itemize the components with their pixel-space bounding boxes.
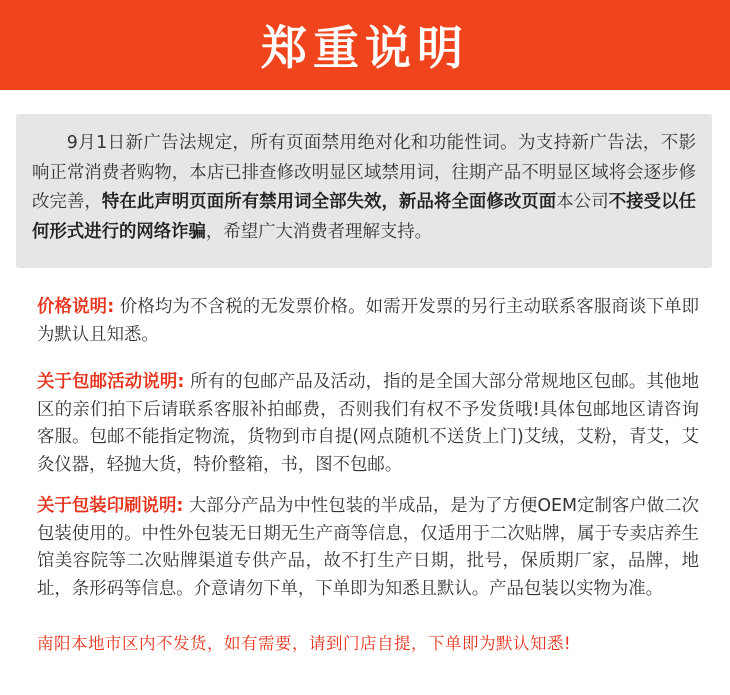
packaging-text: 大部分产品为中性包装的半成品，是为了方便OEM定制客户做二次包装使用的。中性外包装无日期无生产商等信息，仅适用于二次贴牌，属于专卖店养生馆美容院等二次贴牌渠道专供产品，故不打生产日期，批号，保质期厂家，品牌，地址，条形码等信息。介意请勿下单，下单即为知悉且默认。产品包装以实物为准。 xyxy=(37,496,699,599)
notice-text-3: ，希望广大消费者理解支持。 xyxy=(205,221,433,242)
price-paragraph xyxy=(37,294,699,349)
page-title: 郑重说明 xyxy=(261,21,469,75)
shipping-paragraph xyxy=(37,369,699,479)
price-section xyxy=(37,294,699,349)
header-banner xyxy=(0,0,730,90)
packaging-paragraph xyxy=(37,493,699,603)
notice-paragraph xyxy=(32,129,696,247)
local-pickup-notice: 南阳本地市区内不发货，如有需要，请到门店自提，下单即为默认知悉! xyxy=(37,634,572,653)
price-label: 价格说明: xyxy=(37,297,115,317)
shipping-label: 关于包邮活动说明: xyxy=(37,372,185,392)
packaging-section xyxy=(37,493,699,603)
notice-bold-fraud: 不接受以任何形式进行的网络诈骗 xyxy=(32,192,696,242)
shipping-section xyxy=(37,369,699,479)
notice-text-2: 本公司 xyxy=(556,192,609,212)
notice-bold-statement: 特在此声明页面所有禁用词全部失效，新品将全面修改页面 xyxy=(101,192,557,212)
shipping-text: 所有的包邮产品及活动，指的是全国大部分常规地区包邮。其他地区的亲们拍下后请联系客服补拍邮费，否则我们有权不予发货哦!具体包邮地区请咨询客服。包邮不能指定物流，货物到市自提(网点随机不送货上门)艾绒，艾粉，青艾，艾灸仪器，轻抛大货，特价整箱，书，图不包邮。 xyxy=(37,372,699,475)
price-text: 价格均为不含税的无发票价格。如需开发票的另行主动联系客服商谈下单即为默认且知悉。 xyxy=(37,297,699,345)
notice-text: 9月1日新广告法规定，所有页面禁用绝对化和功能性词。为支持新广告法，不影响正常消费者购物，本店已排查修改明显区域禁用词，往期产品不明显区域将会逐步修改完善， xyxy=(32,133,696,212)
packaging-label: 关于包装印刷说明: xyxy=(37,496,184,516)
notice-box xyxy=(16,114,712,268)
